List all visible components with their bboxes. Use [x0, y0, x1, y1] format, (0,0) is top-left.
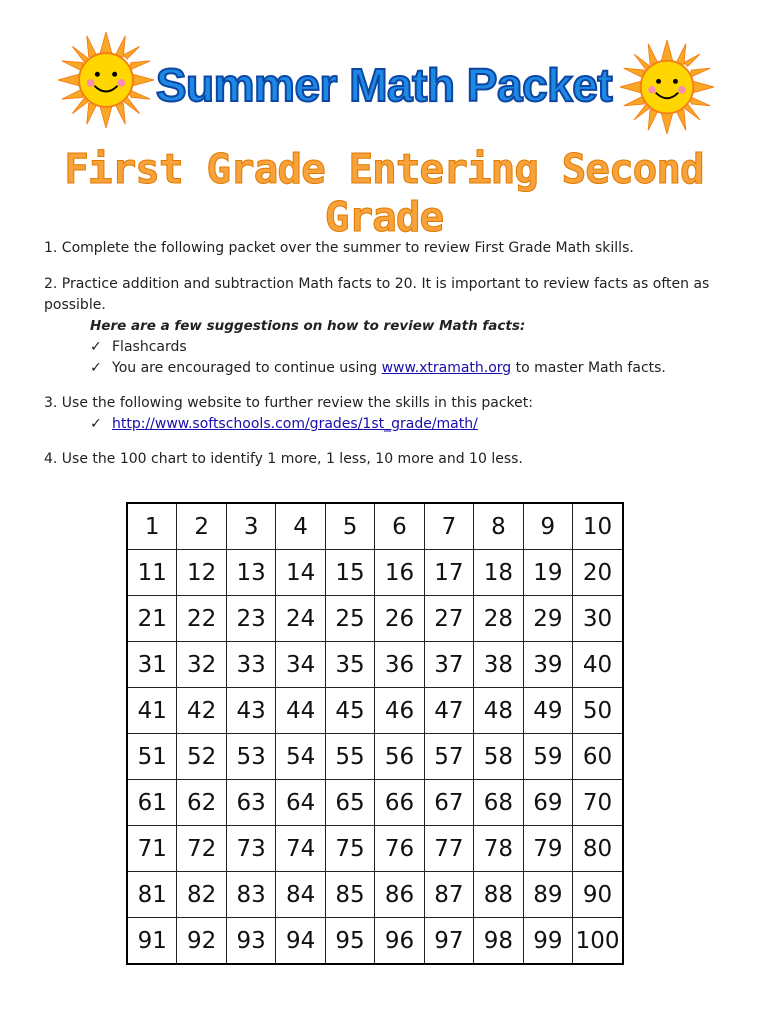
chart-cell: 44 [276, 688, 325, 734]
chart-cell: 21 [127, 596, 177, 642]
suggestion-item [90, 337, 728, 358]
suggestion-label: Flashcards [112, 339, 187, 355]
chart-cell: 34 [276, 642, 325, 688]
chart-cell: 95 [325, 918, 374, 965]
chart-cell: 36 [375, 642, 424, 688]
chart-cell: 27 [424, 596, 473, 642]
chart-cell: 83 [226, 872, 275, 918]
chart-cell: 45 [325, 688, 374, 734]
chart-cell: 96 [375, 918, 424, 965]
suggestion-text-end: to master Math facts. [511, 360, 666, 376]
chart-cell: 78 [474, 826, 523, 872]
chart-cell: 16 [375, 550, 424, 596]
chart-cell: 60 [573, 734, 623, 780]
chart-cell: 23 [226, 596, 275, 642]
chart-cell: 82 [177, 872, 226, 918]
chart-cell: 98 [474, 918, 523, 965]
check-icon: ✓ [90, 360, 102, 376]
chart-cell: 39 [523, 642, 572, 688]
chart-row [127, 918, 623, 965]
chart-cell: 91 [127, 918, 177, 965]
chart-cell: 33 [226, 642, 275, 688]
chart-cell: 85 [325, 872, 374, 918]
chart-cell: 74 [276, 826, 325, 872]
chart-cell: 81 [127, 872, 177, 918]
chart-cell: 5 [325, 503, 374, 550]
chart-cell: 55 [325, 734, 374, 780]
chart-cell: 100 [573, 918, 623, 965]
chart-cell: 24 [276, 596, 325, 642]
chart-cell: 8 [474, 503, 523, 550]
chart-cell: 13 [226, 550, 275, 596]
chart-row [127, 642, 623, 688]
chart-cell: 18 [474, 550, 523, 596]
chart-cell: 2 [177, 503, 226, 550]
chart-cell: 73 [226, 826, 275, 872]
suggestions-list [44, 337, 728, 379]
chart-cell: 15 [325, 550, 374, 596]
chart-cell: 46 [375, 688, 424, 734]
chart-cell: 9 [523, 503, 572, 550]
suggestions-heading: Here are a few suggestions on how to review Math facts: [90, 318, 526, 334]
chart-cell: 52 [177, 734, 226, 780]
chart-cell: 65 [325, 780, 374, 826]
page-title: Summer Math Packet [155, 59, 613, 111]
website-list [44, 414, 728, 435]
chart-cell: 71 [127, 826, 177, 872]
chart-cell: 69 [523, 780, 572, 826]
chart-cell: 86 [375, 872, 424, 918]
chart-row [127, 503, 623, 550]
chart-cell: 40 [573, 642, 623, 688]
chart-cell: 35 [325, 642, 374, 688]
chart-cell: 72 [177, 826, 226, 872]
chart-cell: 77 [424, 826, 473, 872]
chart-cell: 28 [474, 596, 523, 642]
chart-cell: 48 [474, 688, 523, 734]
chart-cell: 92 [177, 918, 226, 965]
chart-cell: 68 [474, 780, 523, 826]
chart-cell: 37 [424, 642, 473, 688]
chart-cell: 26 [375, 596, 424, 642]
instruction-step-4: 4. Use the 100 chart to identify 1 more, 1 less, 10 more and 10 less. [44, 451, 523, 467]
chart-cell: 89 [523, 872, 572, 918]
chart-cell: 54 [276, 734, 325, 780]
chart-cell: 7 [424, 503, 473, 550]
chart-cell: 38 [474, 642, 523, 688]
chart-cell: 56 [375, 734, 424, 780]
chart-cell: 84 [276, 872, 325, 918]
chart-cell: 87 [424, 872, 473, 918]
chart-row [127, 780, 623, 826]
chart-cell: 11 [127, 550, 177, 596]
chart-cell: 12 [177, 550, 226, 596]
chart-cell: 97 [424, 918, 473, 965]
chart-cell: 49 [523, 688, 572, 734]
chart-cell: 99 [523, 918, 572, 965]
chart-cell: 67 [424, 780, 473, 826]
chart-cell: 50 [573, 688, 623, 734]
chart-cell: 47 [424, 688, 473, 734]
chart-row [127, 688, 623, 734]
chart-cell: 75 [325, 826, 374, 872]
website-item [90, 414, 728, 435]
chart-cell: 3 [226, 503, 275, 550]
chart-row [127, 872, 623, 918]
chart-cell: 17 [424, 550, 473, 596]
softschools-link[interactable]: http://www.softschools.com/grades/1st_grade/math/ [112, 416, 478, 432]
instruction-step-3: 3. Use the following website to further review the skills in this packet: [44, 395, 533, 411]
chart-cell: 41 [127, 688, 177, 734]
chart-cell: 22 [177, 596, 226, 642]
chart-cell: 64 [276, 780, 325, 826]
xtramath-link[interactable]: www.xtramath.org [381, 360, 512, 376]
chart-cell: 31 [127, 642, 177, 688]
page-subtitle: First Grade Entering Second Grade [64, 145, 704, 241]
chart-cell: 66 [375, 780, 424, 826]
chart-cell: 94 [276, 918, 325, 965]
chart-row [127, 596, 623, 642]
chart-row [127, 550, 623, 596]
instructions [44, 238, 728, 470]
chart-cell: 14 [276, 550, 325, 596]
chart-cell: 30 [573, 596, 623, 642]
chart-cell: 88 [474, 872, 523, 918]
chart-cell: 80 [573, 826, 623, 872]
chart-cell: 93 [226, 918, 275, 965]
suggestion-item [90, 358, 728, 379]
chart-cell: 61 [127, 780, 177, 826]
chart-row [127, 734, 623, 780]
chart-cell: 76 [375, 826, 424, 872]
chart-cell: 70 [573, 780, 623, 826]
chart-cell: 59 [523, 734, 572, 780]
chart-cell: 4 [276, 503, 325, 550]
chart-cell: 90 [573, 872, 623, 918]
chart-cell: 42 [177, 688, 226, 734]
chart-cell: 1 [127, 503, 177, 550]
chart-cell: 6 [375, 503, 424, 550]
chart-cell: 19 [523, 550, 572, 596]
chart-cell: 63 [226, 780, 275, 826]
chart-row [127, 826, 623, 872]
chart-cell: 10 [573, 503, 623, 550]
chart-cell: 79 [523, 826, 572, 872]
instruction-step-2: 2. Practice addition and subtraction Math facts to 20. It is important to review facts as often as possible. [44, 276, 710, 313]
hundred-chart [126, 502, 624, 965]
chart-cell: 62 [177, 780, 226, 826]
instruction-step-1: 1. Complete the following packet over the summer to review First Grade Math skills. [44, 240, 634, 256]
chart-cell: 20 [573, 550, 623, 596]
check-icon: ✓ [90, 416, 102, 432]
chart-cell: 32 [177, 642, 226, 688]
check-icon: ✓ [90, 339, 102, 355]
chart-cell: 57 [424, 734, 473, 780]
suggestion-text: You are encouraged to continue using [112, 360, 382, 376]
chart-cell: 51 [127, 734, 177, 780]
chart-cell: 43 [226, 688, 275, 734]
chart-cell: 58 [474, 734, 523, 780]
chart-cell: 29 [523, 596, 572, 642]
chart-cell: 53 [226, 734, 275, 780]
chart-cell: 25 [325, 596, 374, 642]
